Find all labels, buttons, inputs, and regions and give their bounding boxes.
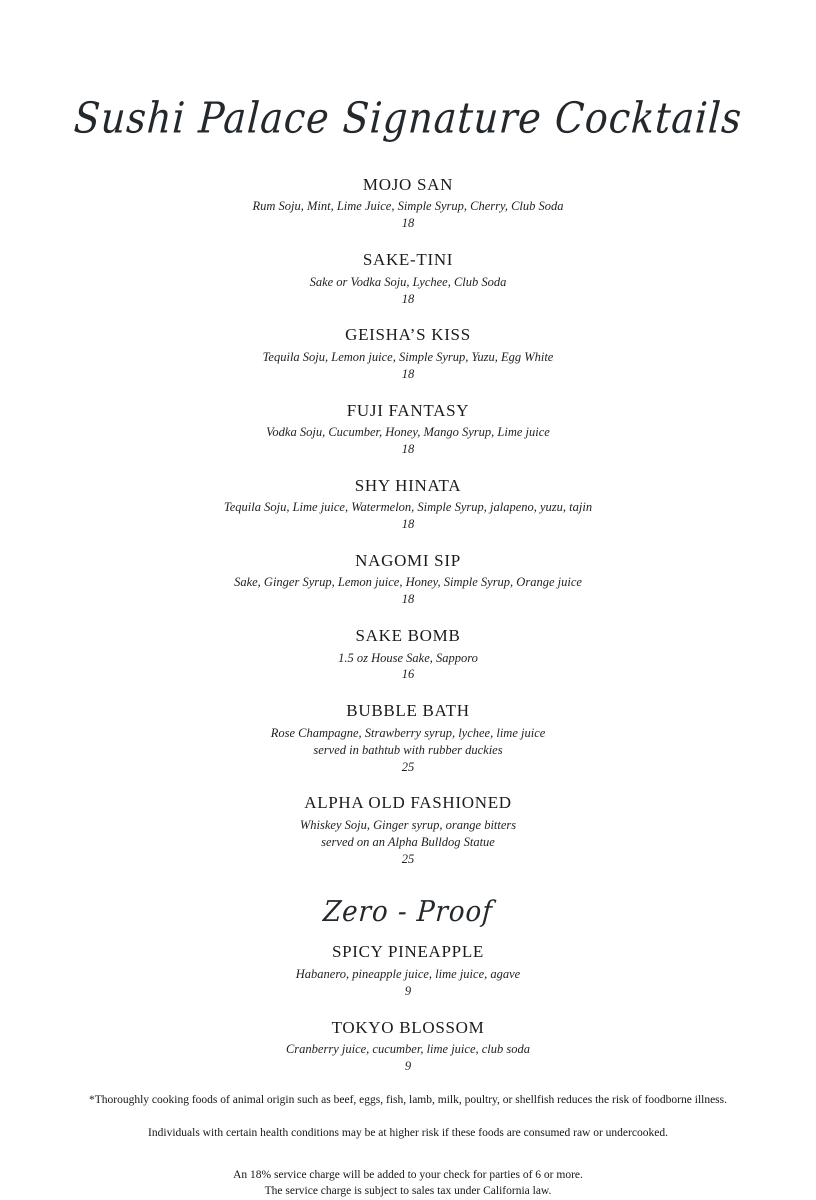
menu-item-name: ALPHA OLD FASHIONED: [304, 793, 512, 813]
menu-item-name: FUJI FANTASY: [346, 400, 470, 420]
menu-item-price: 18: [401, 216, 415, 231]
menu-item: [60, 174, 756, 232]
menu-item: [60, 475, 756, 533]
menu-item-description: 1.5 oz House Sake, Sapporo: [338, 650, 478, 665]
menu-item-name: SHY HINATA: [354, 475, 462, 495]
menu-item: [60, 625, 756, 683]
menu-item-name: NAGOMI SIP: [355, 550, 461, 570]
menu-item-description-2: served on an Alpha Bulldog Statue: [321, 834, 495, 849]
menu-item-name: GEISHA’S KISS: [345, 325, 471, 345]
menu-item: [60, 1017, 756, 1075]
zero-proof-section: [60, 897, 756, 927]
menu-item-name: BUBBLE BATH: [346, 701, 470, 721]
menu-item-price: 9: [404, 1058, 412, 1073]
menu-item: [60, 792, 756, 867]
menu-item-description: Vodka Soju, Cucumber, Honey, Mango Syrup, Lime juice: [266, 425, 550, 439]
menu-item-description: Sake, Ginger Syrup, Lemon juice, Honey, Simple Syrup, Orange juice: [234, 575, 582, 590]
menu-item-name: MOJO SAN: [362, 175, 454, 194]
footer-service-line-2: The service charge is subject to sales tax under California law.: [264, 1185, 552, 1198]
menu-item-description: Tequila Soju, Lime juice, Watermelon, Simple Syrup, jalapeno, yuzu, tajin: [223, 500, 593, 515]
menu-item-description: Rose Champagne, Strawberry syrup, lychee, lime juice: [270, 725, 546, 740]
menu-item-description: Rum Soju, Mint, Lime Juice, Simple Syrup, Cherry, Club Soda: [252, 199, 564, 214]
menu-page: [0, 93, 816, 1198]
menu-item-name: TOKYO BLOSSOM: [331, 1017, 485, 1037]
zero-proof-list: [60, 941, 756, 1074]
menu-item-price: 25: [401, 851, 415, 866]
menu-item-price: 18: [401, 291, 415, 306]
menu-item-price: 18: [401, 366, 415, 381]
menu-item-name: SAKE-TINI: [362, 250, 454, 270]
menu-item-price: 18: [401, 592, 415, 607]
cocktail-list: [60, 174, 756, 867]
footer-service-charge: [60, 1167, 756, 1200]
footer-disclaimer-2: Individuals with certain health conditions may be at higher risk if these foods are consumed raw or undercooked.: [148, 1126, 668, 1139]
page-title: Sushi Palace Signature Cocktails: [72, 93, 744, 143]
menu-item-name: SAKE BOMB: [355, 626, 461, 646]
menu-item: [60, 400, 756, 458]
menu-item-description: Sake or Vodka Soju, Lychee, Club Soda: [309, 274, 507, 289]
menu-item-description-2: served in bathtub with rubber duckies: [313, 742, 503, 757]
footer-disclaimer-1: *Thoroughly cooking foods of animal origin such as beef, eggs, fish, lamb, milk, poultry, or shellfish reduces the risk of foodborne illness.: [88, 1093, 728, 1106]
menu-item: [60, 550, 756, 608]
footer-service-line-1: An 18% service charge will be added to your check for parties of 6 or more.: [233, 1168, 583, 1181]
zero-proof-heading: Zero - Proof: [322, 895, 494, 929]
menu-item-price: 18: [401, 517, 415, 532]
menu-item: [60, 700, 756, 775]
menu-item-price: 18: [401, 441, 415, 456]
footer: [60, 1093, 756, 1200]
menu-item: [60, 249, 756, 307]
menu-item-name: SPICY PINEAPPLE: [331, 942, 485, 962]
menu-item-price: 9: [404, 983, 412, 998]
menu-item-description: Whiskey Soju, Ginger syrup, orange bitters: [299, 817, 517, 832]
menu-item-description: Cranberry juice, cucumber, lime juice, club soda: [285, 1042, 531, 1057]
menu-item-price: 25: [401, 759, 415, 774]
menu-item-description: Tequila Soju, Lemon juice, Simple Syrup, Yuzu, Egg White: [262, 349, 554, 364]
menu-item-description: Habanero, pineapple juice, lime juice, agave: [295, 966, 521, 981]
menu-item-price: 16: [401, 667, 415, 682]
menu-item: [60, 941, 756, 999]
menu-item: [60, 324, 756, 382]
